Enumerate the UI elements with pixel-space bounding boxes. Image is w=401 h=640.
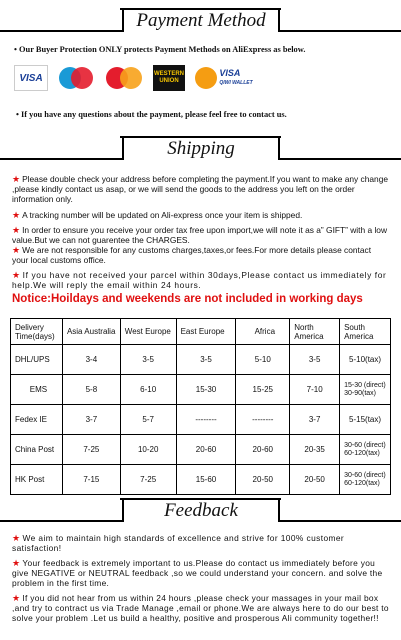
table-cell: --------	[176, 405, 236, 435]
table-cell: 15-25	[236, 375, 290, 405]
table-cell: 3-7	[62, 405, 120, 435]
star-icon: ★	[12, 245, 21, 255]
mastercard-logo	[104, 65, 144, 91]
star-icon: ★	[12, 225, 21, 235]
table-cell: 20-35	[290, 435, 340, 465]
feedback-bullet: ★ Your feedback is extremely important to us.Please do contact us immediately before you give NEGATIVE or NEUTRAL feedback ,so we could understand your concern. and solve the problem in the first time.	[12, 558, 383, 588]
table-cell: 7-25	[120, 465, 176, 495]
shipping-time-table	[10, 318, 391, 495]
table-cell: 10-20	[120, 435, 176, 465]
table-cell: 3-5	[290, 345, 340, 375]
table-header: South America	[340, 319, 391, 345]
feedback-bullet: ★ If you did not hear from us within 24 hours ,please check your massages in your mail box ,and try to contract us via Trade Manage ,email or phone.We are always here to do our best to solve your problem .Let us build a healthy, positive and prosperous Ali community together!!	[12, 593, 389, 623]
feedback-title: Feedback	[122, 500, 280, 522]
shipping-bullet: ★ We are not responsible for any customs charges,taxes,or fees.For more details please contact your local customs office.	[12, 245, 372, 265]
table-cell: --------	[236, 405, 290, 435]
table-cell: 15-30 (direct) 30-90(tax)	[340, 375, 391, 405]
table-header: North America	[290, 319, 340, 345]
table-header: Delivery Time(days)	[11, 319, 63, 345]
table-cell: 5-8	[62, 375, 120, 405]
payment-note: • Our Buyer Protection ONLY protects Payment Methods on AliExpress as below.	[14, 45, 306, 54]
shipping-bullet: ★ If you have not received your parcel within 30days,Please contact us immediately for help.We will reply the email within 24 hours.	[12, 270, 387, 290]
table-cell: 30-60 (direct) 60-120(tax)	[340, 435, 391, 465]
table-cell: 3-5	[120, 345, 176, 375]
table-cell: 7-25	[62, 435, 120, 465]
table-cell: DHL/UPS	[11, 345, 63, 375]
table-row	[11, 435, 391, 465]
table-cell: HK Post	[11, 465, 63, 495]
table-cell: 20-50	[290, 465, 340, 495]
star-icon: ★	[12, 558, 21, 568]
feedback-section-header	[0, 496, 401, 526]
table-cell: China Post	[11, 435, 63, 465]
table-cell: 5-10(tax)	[340, 345, 391, 375]
table-row	[11, 375, 391, 405]
table-header: Asia Australia	[62, 319, 120, 345]
table-cell: 7-10	[290, 375, 340, 405]
table-cell: 7-15	[62, 465, 120, 495]
feedback-bullet: ★ We aim to maintain high standards of excellence and strive for 100% customer satisfaction!	[12, 533, 345, 553]
shipping-section-header	[0, 134, 401, 164]
shipping-bullet: ★ Please double check your address before completing the payment.If you want to make any change ,please kindly contact us asap, or we will send the goods to the address you left on the order information only.	[12, 174, 389, 204]
table-cell: Fedex IE	[11, 405, 63, 435]
table-cell: 15-30	[176, 375, 236, 405]
table-cell: 15-60	[176, 465, 236, 495]
maestro-logo	[57, 65, 95, 91]
western-union-logo: WESTERN UNION	[153, 65, 185, 91]
payment-title: Payment Method	[122, 10, 280, 32]
star-icon: ★	[12, 210, 21, 220]
payment-logos	[14, 65, 254, 91]
table-cell: EMS	[11, 375, 63, 405]
table-header: Africa	[236, 319, 290, 345]
table-header-row	[11, 319, 391, 345]
star-icon: ★	[12, 533, 21, 543]
table-cell: 5-15(tax)	[340, 405, 391, 435]
table-header: West Europe	[120, 319, 176, 345]
shipping-bullet: ★ A tracking number will be updated on Ali-express once your item is shipped.	[12, 210, 303, 220]
qiwi-wallet-logo: VISA QIWI WALLET	[194, 65, 254, 91]
star-icon: ★	[12, 174, 21, 184]
table-cell: 3-4	[62, 345, 120, 375]
table-cell: 6-10	[120, 375, 176, 405]
shipping-title: Shipping	[122, 138, 280, 160]
table-cell: 20-60	[176, 435, 236, 465]
table-cell: 20-60	[236, 435, 290, 465]
star-icon: ★	[12, 270, 21, 280]
star-icon: ★	[12, 593, 21, 603]
table-cell: 3-7	[290, 405, 340, 435]
table-row	[11, 405, 391, 435]
table-row	[11, 345, 391, 375]
shipping-notice: Notice:Hoildays and weekends are not included in working days	[12, 293, 363, 305]
table-cell: 5-7	[120, 405, 176, 435]
payment-contact: • If you have any questions about the payment, please feel free to contact us.	[16, 110, 287, 119]
table-row	[11, 465, 391, 495]
table-cell: 3-5	[176, 345, 236, 375]
payment-section-header	[0, 6, 401, 36]
visa-logo: VISA	[14, 65, 48, 91]
shipping-bullet: ★ In order to ensure you receive your order tax free upon import,we will note it as a” GIFT” with a low value.But we can not guarentee the CHARGES.	[12, 225, 388, 245]
table-cell: 20-50	[236, 465, 290, 495]
table-cell: 30-60 (direct) 60-120(tax)	[340, 465, 391, 495]
table-cell: 5-10	[236, 345, 290, 375]
table-header: East Europe	[176, 319, 236, 345]
